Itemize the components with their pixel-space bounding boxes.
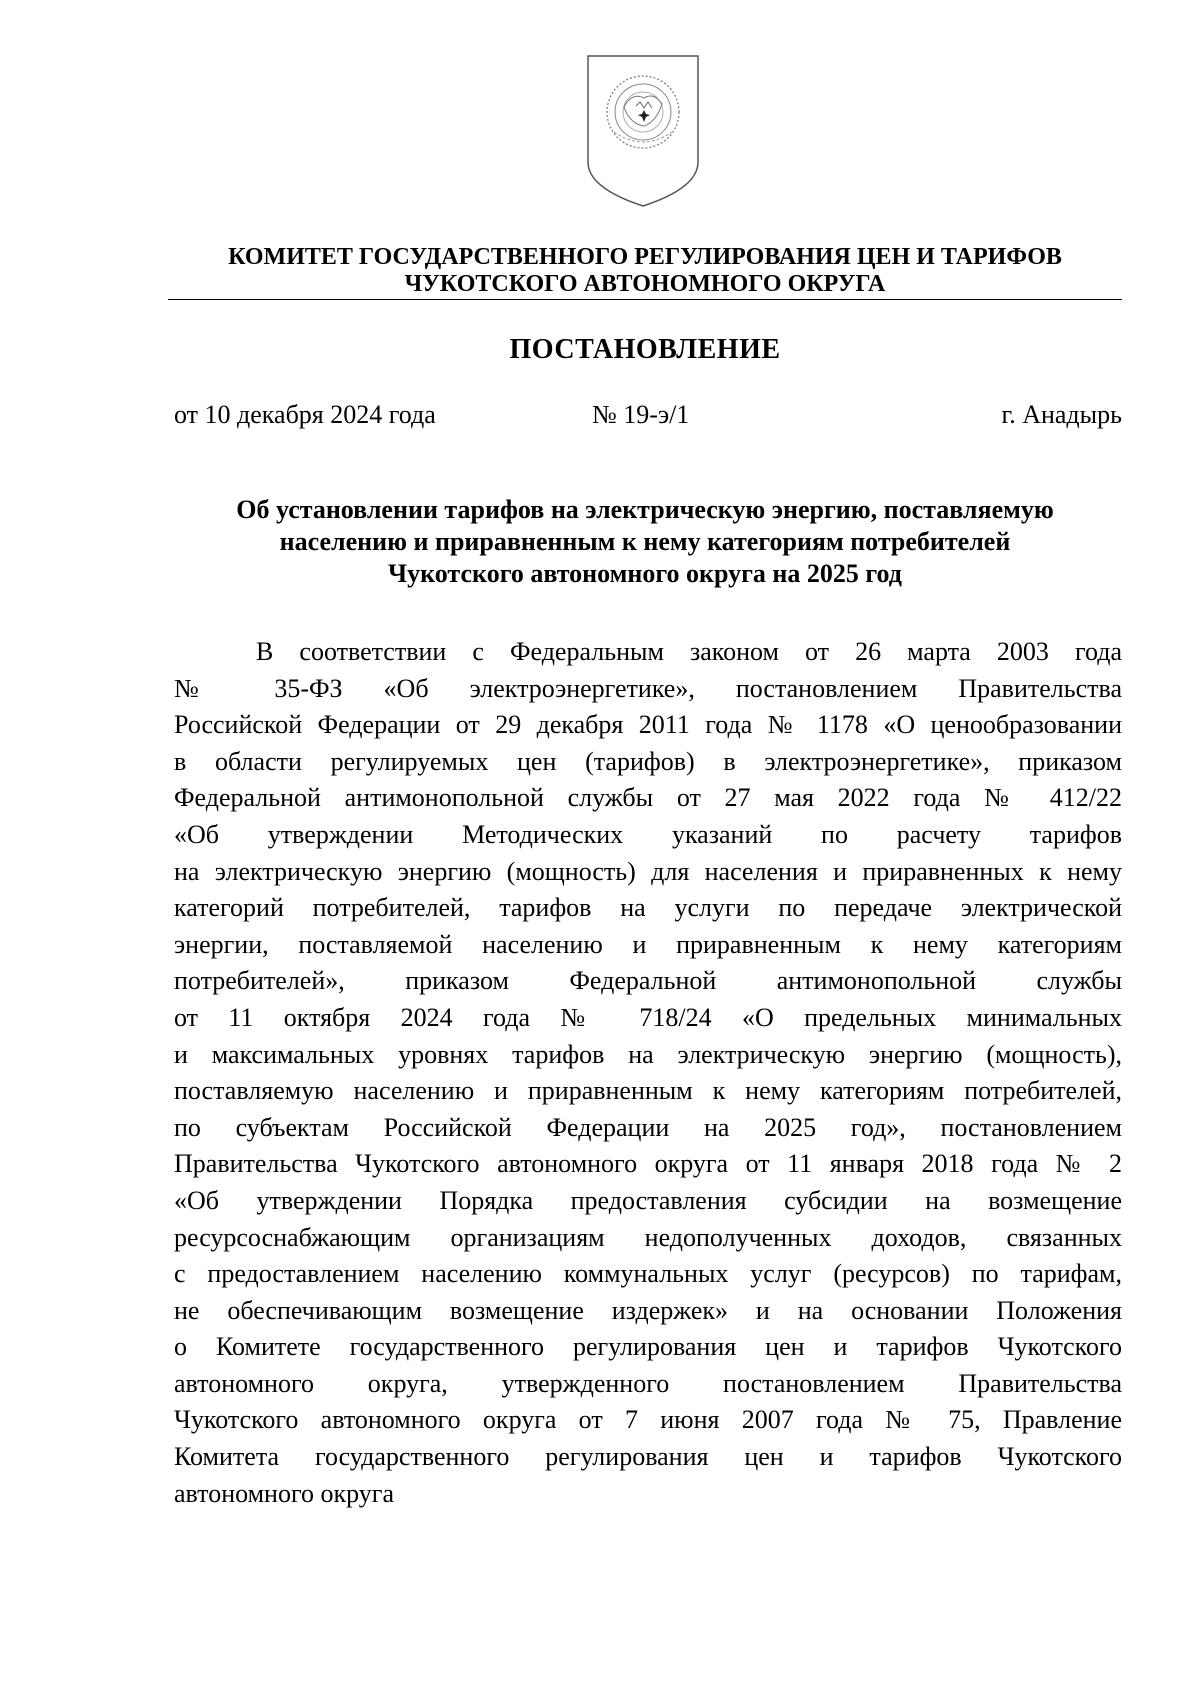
document-city: г. Анадырь bbox=[1001, 400, 1122, 429]
paragraph-line: категорий потребителей, тарифов на услуги по передаче электрической bbox=[174, 893, 1122, 923]
paragraph-line: о Комитете государственного регулирования цен и тарифов Чукотского bbox=[174, 1332, 1122, 1362]
paragraph-line: № 35-ФЗ «Об электроэнергетике», постановлением Правительства bbox=[174, 673, 1122, 703]
paragraph-line: энергии, поставляемой населению и приравненным к нему категориям bbox=[174, 929, 1122, 959]
paragraph-line: В соответствии с Федеральным законом от 26 марта 2003 года bbox=[256, 637, 1122, 666]
paragraph-line: Федеральной антимонопольной службы от 27 мая 2022 года № 412/22 bbox=[174, 783, 1122, 813]
document-title bbox=[168, 494, 1122, 590]
paragraph-line: Правительства Чукотского автономного округа от 11 января 2018 года № 2 bbox=[174, 1149, 1122, 1179]
paragraph-line: Комитета государственного регулирования цен и тарифов Чукотского bbox=[174, 1442, 1122, 1472]
title-line: населению и приравненным к нему категориям потребителей bbox=[279, 527, 1011, 556]
paragraph-line: по субъектам Российской Федерации на 2025 год», постановлением bbox=[174, 1112, 1122, 1142]
paragraph-line: Чукотского автономного округа от 7 июня 2007 года № 75, Правление bbox=[174, 1405, 1122, 1435]
document-number: № 19-э/1 bbox=[592, 400, 690, 429]
document-date: от 10 декабря 2024 года bbox=[174, 400, 436, 429]
paragraph-line: и максимальных уровнях тарифов на электрическую энергию (мощность), bbox=[174, 1039, 1122, 1069]
paragraph-line: поставляемую населению и приравненным к нему категориям потребителей, bbox=[174, 1076, 1122, 1106]
paragraph-line: «Об утверждении Методических указаний по расчету тарифов bbox=[174, 819, 1122, 849]
organization-name-line-2: ЧУКОТСКОГО АВТОНОМНОГО ОКРУГА bbox=[404, 271, 886, 297]
header-divider bbox=[168, 299, 1122, 300]
paragraph-line: автономного округа bbox=[174, 1478, 394, 1508]
organization-name-line-1: КОМИТЕТ ГОСУДАРСТВЕННОГО РЕГУЛИРОВАНИЯ ЦЕН И ТАРИФОВ bbox=[228, 244, 1062, 270]
paragraph-line: «Об утверждении Порядка предоставления субсидии на возмещение bbox=[174, 1185, 1122, 1215]
paragraph-line: автономного округа, утвержденного постановлением Правительства bbox=[174, 1368, 1122, 1398]
coat-of-arms-chukotka-icon bbox=[584, 52, 702, 210]
paragraph-line: в области регулируемых цен (тарифов) в электроэнергетике», приказом bbox=[174, 746, 1122, 776]
paragraph-line: от 11 октября 2024 года № 718/24 «О предельных минимальных bbox=[174, 1002, 1122, 1032]
paragraph-line: Российской Федерации от 29 декабря 2011 года № 1178 «О ценообразовании bbox=[174, 710, 1122, 740]
paragraph-line: на электрическую энергию (мощность) для населения и приравненных к нему bbox=[174, 856, 1122, 886]
title-line: Об установлении тарифов на электрическую энергию, поставляемую bbox=[236, 495, 1054, 524]
paragraph-line: с предоставлением населению коммунальных услуг (ресурсов) по тарифам, bbox=[174, 1259, 1122, 1289]
document-type: ПОСТАНОВЛЕНИЕ bbox=[509, 334, 781, 365]
title-line: Чукотского автономного округа на 2025 год bbox=[388, 559, 902, 588]
paragraph-line: потребителей», приказом Федеральной антимонопольной службы bbox=[174, 966, 1122, 996]
paragraph-line: не обеспечивающим возмещение издержек» и на основании Положения bbox=[174, 1295, 1122, 1325]
paragraph-line: ресурсоснабжающим организациям недополученных доходов, связанных bbox=[174, 1222, 1122, 1252]
preamble-paragraph bbox=[174, 634, 1122, 1512]
